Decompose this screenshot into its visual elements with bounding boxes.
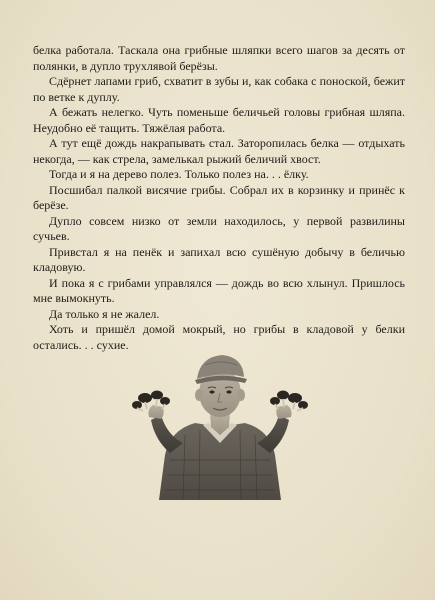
paragraph: Привстал я на пенёк и запихал всю сушёную добычу в беличью кладовую. xyxy=(33,244,405,274)
paragraph: Посшибал палкой висячие грибы. Собрал их в корзинку и принёс к берёзе. xyxy=(33,182,405,212)
paragraph: Да только я не жалел. xyxy=(49,306,160,321)
paragraph: А тут ещё дождь накрапывать стал. Заторопилась белка — отдыхать некогда, — как стрела, замелькал рыжий беличий хвост. xyxy=(33,136,405,166)
story-text xyxy=(33,43,405,353)
paragraph: Сдёрнет лапами гриб, схватит в зубы и, как собака с поноской, бежит по ветке к дуплу. xyxy=(33,74,405,104)
paragraph: Хоть и пришёл домой мокрый, но грибы в кладовой у белки остались. . . сухие. xyxy=(33,322,405,352)
paragraph: И пока я с грибами управлялся — дождь во всю хлынул. Пришлось мне вымокнуть. xyxy=(33,275,405,305)
paragraph: Дупло совсем низко от земли находилось, у первой развилины сучьев. xyxy=(33,213,405,243)
paragraph: А бежать нелегко. Чуть поменьше беличьей головы грибная шляпа. Неудобно её тащить. Тяжёлая работа. xyxy=(33,105,405,135)
boy-holding-mushrooms-illustration xyxy=(125,335,315,500)
paragraph: Тогда и я на дерево полез. Только полез на. . . ёлку. xyxy=(49,167,309,181)
paragraph: белка работала. Таскала она грибные шляпки всего шагов за десять от полянки, в дупло трухлявой берёзы. xyxy=(33,43,405,73)
